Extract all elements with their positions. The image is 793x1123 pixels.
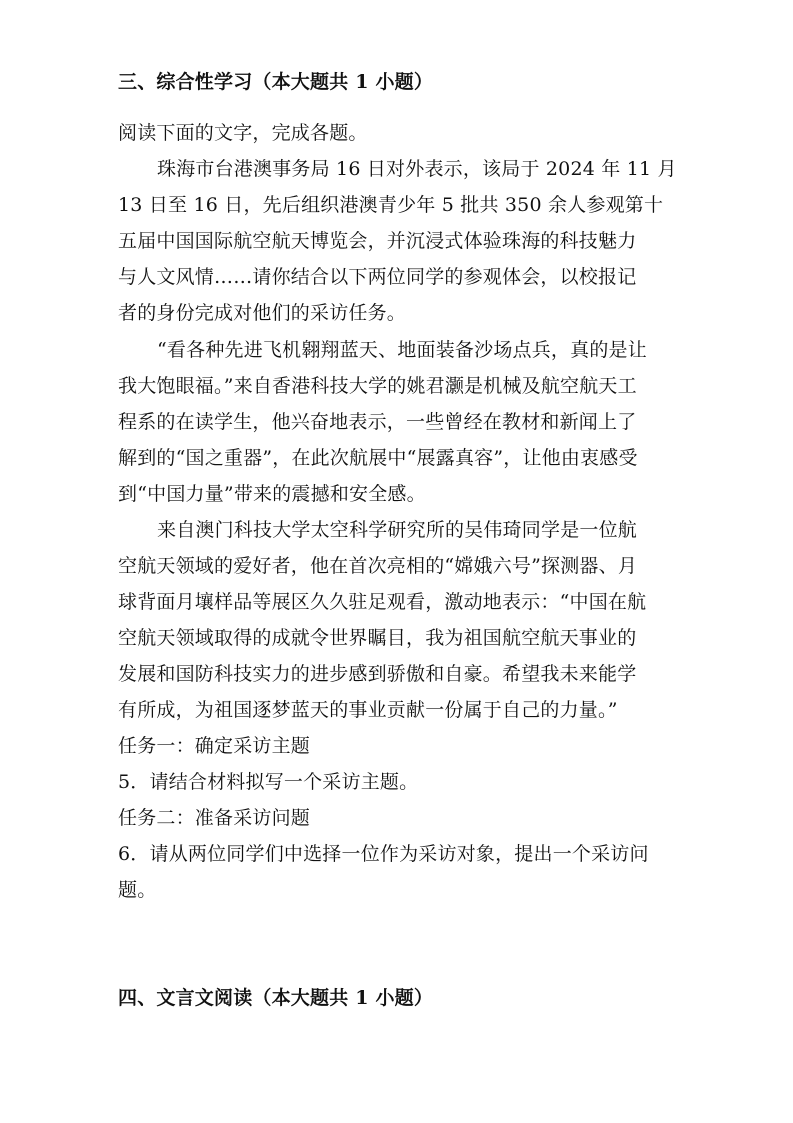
task-2-label: 任务二：准备采访问题 [118, 807, 311, 829]
question-5: 5．请结合材料拟写一个采访主题。 [118, 771, 419, 793]
paragraph-3-line: 空航天领域取得的成就令世界瞩目，我为祖国航空航天事业的 [118, 627, 637, 649]
paragraph-1-line: 珠海市台港澳事务局 16 日对外表示，该局于 2024 年 11 月 [157, 158, 677, 180]
section-3-heading: 三、综合性学习（本大题共 1 小题） [118, 71, 434, 93]
paragraph-3-line: 球背面月壤样品等展区久久驻足观看，激动地表示：“中国在航 [118, 591, 647, 613]
paragraph-3-line: 有所成，为祖国逐梦蓝天的事业贡献一份属于自己的力量。” [118, 699, 618, 721]
paragraph-2-line: 我大饱眼福。”来自香港科技大学的姚君灏是机械及航空航天工 [118, 375, 637, 397]
instruction-text: 阅读下面的文字，完成各题。 [118, 122, 368, 144]
paragraph-1-line: 五届中国国际航空航天博览会，并沉浸式体验珠海的科技魅力 [118, 230, 637, 252]
paragraph-1-line: 13 日至 16 日，先后组织港澳青少年 5 批共 350 余人参观第十 [118, 194, 664, 216]
paragraph-1-line: 者的身份完成对他们的采访任务。 [118, 302, 407, 324]
paragraph-3-line: 来自澳门科技大学太空科学研究所的吴伟琦同学是一位航 [157, 519, 638, 541]
paragraph-2-line: 解到的“国之重器”，在此次航展中“展露真容”，让他由衷感受 [118, 447, 638, 469]
paragraph-2-line: “看各种先进飞机翱翔蓝天、地面装备沙场点兵，真的是让 [157, 339, 647, 361]
section-4-heading: 四、文言文阅读（本大题共 1 小题） [118, 987, 434, 1009]
question-6: 6．请从两位同学们中选择一位作为采访对象，提出一个采访问 [118, 843, 649, 865]
paragraph-2-line: 程系的在读学生，他兴奋地表示，一些曾经在教材和新闻上了 [118, 411, 637, 433]
question-6: 题。 [118, 879, 157, 901]
paragraph-3-line: 空航天领域的爱好者，他在首次亮相的“嫦娥六号”探测器、月 [118, 555, 638, 577]
paragraph-3-line: 发展和国防科技实力的进步感到骄傲和自豪。希望我未来能学 [118, 663, 637, 685]
paragraph-2-line: 到“中国力量”带来的震撼和安全感。 [118, 483, 426, 505]
paragraph-1-line: 与人文风情……请你结合以下两位同学的参观体会，以校报记 [118, 266, 637, 288]
task-1-label: 任务一：确定采访主题 [118, 735, 311, 757]
